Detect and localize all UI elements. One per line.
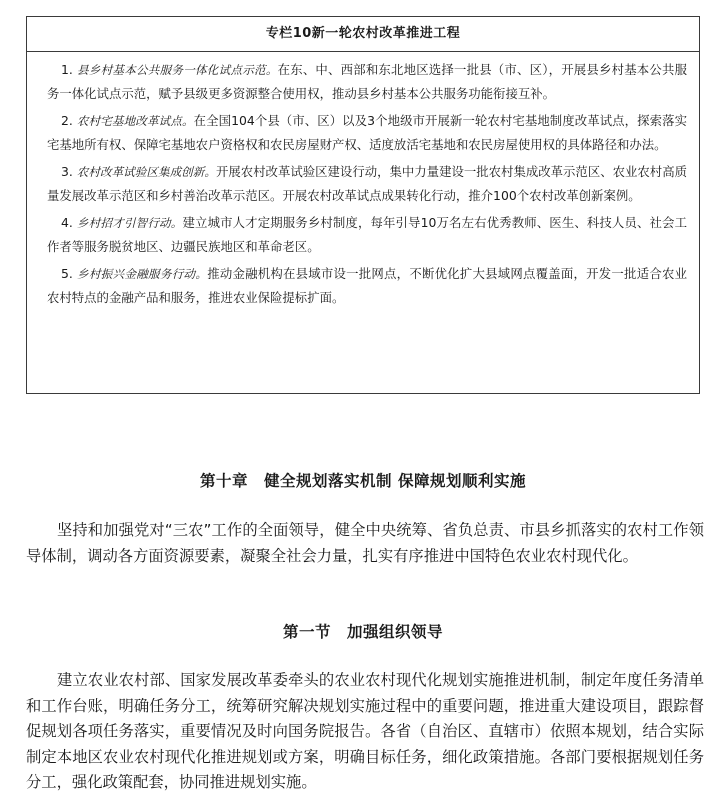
body-paragraph-2: 建立农业农村部、国家发展改革委牵头的农业农村现代化规划实施推进机制，制定年度任务清单和工作台账，明确任务分工，统筹研究解决规划实施过程中的重要问题，推进重大建设项目，跟踪督促规划各项任务落实，重要情况及时向国务院报告。各省（自治区、直辖市）依照本规划，结合实际制定本地区农业农村现代化推进规划或方案，明确目标任务，细化政策措施。各部门要根据规划任务分工，强化政策配套，协同推进规划实施。 (26, 671, 704, 791)
item-lead: 县乡村基本公共服务一体化试点示范。 (76, 63, 278, 77)
section-heading: 第一节 加强组织领导 (282, 623, 443, 641)
item-text: 在全国104个县（市、区）以及3个地级市开展新一轮农村宅基地制度改革试点，探索落实宅基地所有权、保障宅基地农户资格权和农民房屋财产权、适度放活宅基地和农民房屋使用权的具体路径和办法。 (47, 113, 687, 152)
column-body (27, 52, 699, 310)
item-lead: 农村宅基地改革试点。 (76, 114, 194, 128)
item-number: 2. (61, 113, 73, 128)
item-text: 建立城市人才定期服务乡村制度，每年引导10万名左右优秀教师、医生、科技人员、社会工作者等服务脱贫地区、边疆民族地区和革命老区。 (47, 215, 687, 254)
item-text: 开展农村改革试验区建设行动，集中力量建设一批农村集成改革示范区、农业农村高质量发展改革示范区和乡村善治改革示范区。开展农村改革试点成果转化行动，推介100个农村改革创新案例。 (47, 164, 687, 203)
item-number: 3. (61, 164, 73, 179)
item-number: 4. (61, 215, 73, 230)
item-text: 在东、中、西部和东北地区选择一批县（市、区），开展县乡村基本公共服务一体化试点示范，赋予县级更多资源整合使用权，推动县乡村基本公共服务功能衔接互补。 (47, 62, 687, 101)
column-item (47, 109, 687, 157)
item-lead: 农村改革试验区集成创新。 (76, 165, 216, 179)
column-title: 专栏10新一轮农村改革推进工程 (27, 17, 699, 52)
column-item (47, 160, 687, 208)
column-box (26, 16, 700, 394)
item-number: 1. (61, 62, 73, 77)
body-paragraph-1: 坚持和加强党对“三农”工作的全面领导，健全中央统筹、省负总责、市县乡抓落实的农村工作领导体制，调动各方面资源要素，凝聚全社会力量，扎实有序推进中国特色农业农村现代化。 (26, 521, 704, 565)
column-item (47, 58, 687, 106)
item-lead: 乡村招才引智行动。 (76, 216, 183, 230)
column-item (47, 211, 687, 259)
item-number: 5. (61, 266, 73, 281)
item-lead: 乡村振兴金融服务行动。 (77, 267, 208, 281)
item-text: 推动金融机构在县域市设一批网点，不断优化扩大县域网点覆盖面，开发一批适合农业农村特点的金融产品和服务，推进农业保险提标扩面。 (47, 266, 687, 305)
chapter-heading: 第十章 健全规划落实机制 保障规划顺利实施 (200, 472, 526, 490)
column-item (47, 262, 687, 310)
